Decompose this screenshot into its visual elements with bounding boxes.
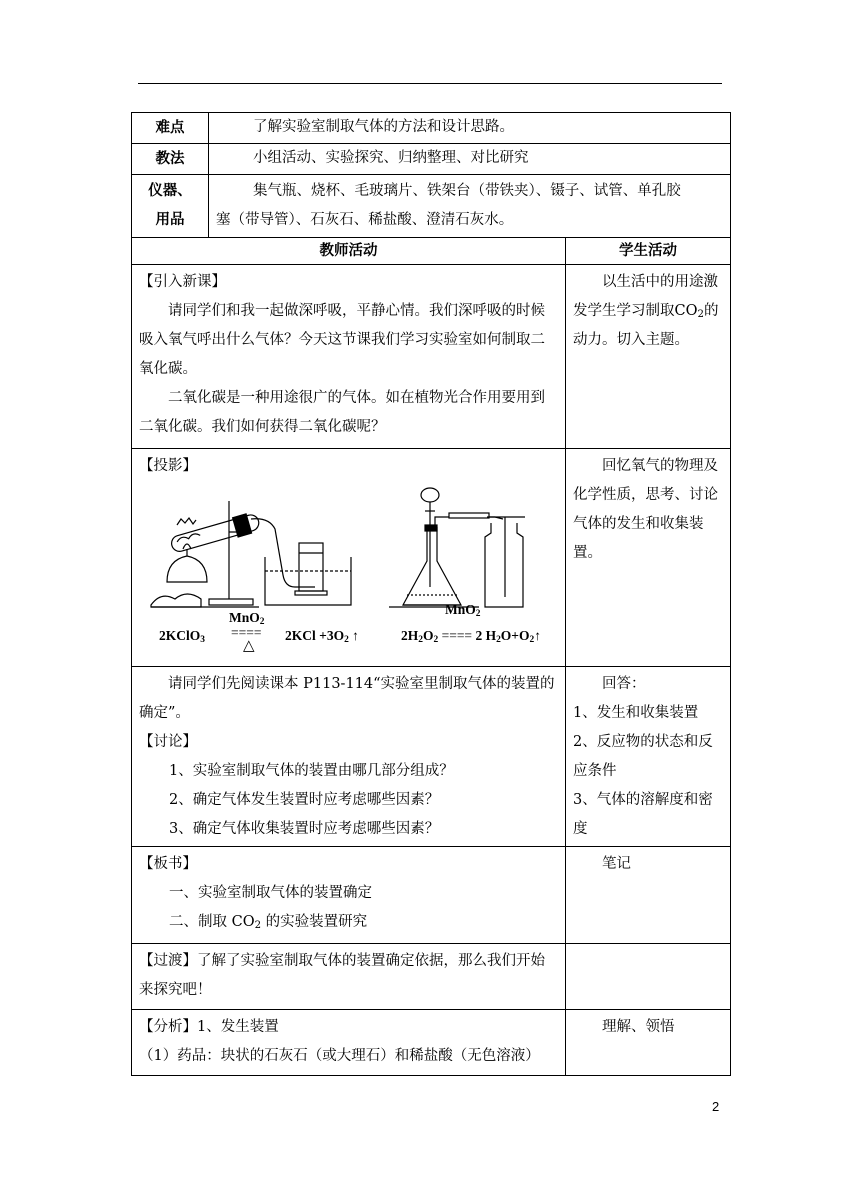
row-yiqi	[132, 175, 731, 238]
apparatus-figure	[139, 452, 558, 666]
discussion-q3: 3、确定气体收集装置时应考虑哪些因素？	[169, 821, 440, 837]
transition-text: 【过渡】了解了实验室制取气体的装置确定依据，那么我们开始来探究吧！	[139, 953, 545, 998]
label-yiqi-2: 用品	[155, 212, 185, 228]
row-analysis	[132, 1010, 731, 1076]
row-jiaofa	[132, 144, 731, 175]
student-intro-text: 以生活中的用途激发学生学习制取$CO_2$的动力。切入主题。	[573, 274, 719, 348]
equation-1-catalyst: MnO$_2$	[229, 610, 265, 627]
nandian-text: 了解实验室制取气体的方法和设计思路。	[253, 119, 514, 135]
analysis-line2: （1）药品：块状的石灰石（或大理石）和稀盐酸（无色溶液）	[139, 1048, 540, 1064]
row-board	[132, 847, 731, 944]
text-nandian	[209, 113, 731, 144]
yiqi-line2: 塞（带导管）、石灰石、稀盐酸、澄清石灰水。	[216, 212, 514, 228]
teacher-analysis	[132, 1010, 566, 1076]
equation-1-sign: ====	[231, 625, 262, 640]
student-answer-1: 1、发生和收集装置	[573, 705, 699, 721]
page-number: 2	[712, 1099, 720, 1114]
intro-p1: 请同学们和我一起做深呼吸，平静心情。我们深呼吸的时候吸入氧气呼出什么气体？今天这节课我们学习实验室如何制取二氧化碳。	[139, 303, 545, 377]
row-discussion	[132, 667, 731, 847]
header-rule	[138, 83, 722, 84]
board-line2: 二、制取 $CO_2$ 的实验装置研究	[169, 914, 368, 931]
row-projection	[132, 449, 731, 667]
equation-1-heat: △	[243, 638, 255, 654]
label-yiqi	[132, 175, 209, 238]
board-line1: 一、实验室制取气体的装置确定	[169, 885, 372, 901]
student-answer-title: 回答：	[602, 676, 646, 692]
row-transition	[132, 944, 731, 1010]
student-notes: 笔记	[602, 856, 631, 872]
student-answer-2: 2、反应物的状态和反应条件	[573, 734, 713, 779]
teacher-projection	[132, 449, 566, 667]
label-jiaofa: 教法	[132, 144, 209, 175]
equation-2: $2H_2O_2$ ==== 2 $H_2O+O_2↑$	[401, 628, 541, 645]
equation-1: 2KClO$_3$	[159, 628, 205, 645]
student-understand: 理解、领悟	[602, 1019, 675, 1035]
jiaofa-text: 小组活动、实验探究、归纳整理、对比研究	[253, 150, 529, 166]
label-yiqi-1: 仪器、	[148, 183, 192, 199]
teacher-transition	[132, 944, 566, 1010]
projection-title: 【投影】	[139, 458, 197, 474]
student-analysis	[566, 1010, 731, 1076]
discussion-q1: 1、实验室制取气体的装置由哪几部分组成？	[169, 763, 454, 779]
row-intro	[132, 265, 731, 449]
student-board	[566, 847, 731, 944]
student-transition	[566, 944, 731, 1010]
student-answer-3: 3、气体的溶解度和密度	[573, 792, 713, 837]
student-intro	[566, 265, 731, 449]
yiqi-line1: 集气瓶、烧杯、毛玻璃片、铁架台（带铁夹）、镊子、试管、单孔胶	[253, 183, 681, 199]
teacher-intro	[132, 265, 566, 449]
text-jiaofa	[209, 144, 731, 175]
lesson-plan-table	[131, 112, 731, 1076]
header-teacher: 教师活动	[132, 238, 566, 265]
teacher-board	[132, 847, 566, 944]
intro-title: 【引入新课】	[139, 274, 226, 290]
discussion-reading: 请同学们先阅读课本 P113-114“实验室里制取气体的装置的确定”。	[139, 676, 555, 721]
discussion-title: 【讨论】	[139, 734, 197, 750]
text-yiqi	[209, 175, 731, 238]
discussion-q2: 2、确定气体发生装置时应考虑哪些因素？	[169, 792, 440, 808]
intro-p2: 二氧化碳是一种用途很广的气体。如在植物光合作用要用到二氧化碳。我们如何获得二氧化碳呢？	[139, 390, 545, 435]
student-discussion	[566, 667, 731, 847]
analysis-line1: 【分析】1、发生装置	[139, 1019, 279, 1035]
student-projection	[566, 449, 731, 667]
label-nandian: 难点	[132, 113, 209, 144]
board-title: 【板书】	[139, 856, 197, 872]
student-projection-text: 回忆氧气的物理及化学性质，思考、讨论气体的发生和收集装置。	[573, 458, 718, 561]
teacher-discussion	[132, 667, 566, 847]
equation-2-catalyst: MnO$_2$	[445, 602, 481, 619]
row-nandian	[132, 113, 731, 144]
apparatus-drawing	[149, 487, 589, 637]
row-headers	[132, 238, 731, 265]
equation-1-right: $2KCl +3O_2$ ↑	[285, 628, 359, 645]
header-student: 学生活动	[566, 238, 731, 265]
